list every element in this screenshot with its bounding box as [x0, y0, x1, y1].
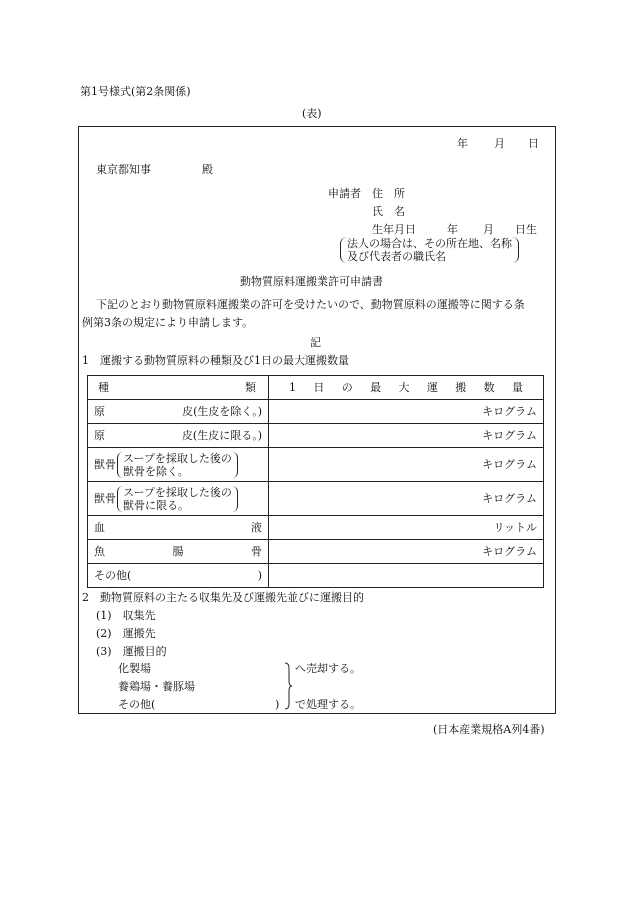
kind-cell	[88, 564, 269, 588]
kind-text: 原	[94, 429, 105, 442]
table-row	[88, 482, 544, 516]
curly-brace-icon	[283, 662, 293, 710]
unit-cell: キログラム	[269, 448, 544, 482]
addressee-honorific: 殿	[202, 163, 213, 176]
table-row	[88, 564, 544, 588]
birth-month-label: 月	[483, 223, 494, 236]
kind-text: 原	[94, 405, 105, 418]
bracket-line: スープを採取した後の	[123, 485, 232, 499]
form-number: 第1号様式(第2条関係)	[80, 85, 191, 98]
table-row	[88, 448, 544, 482]
item-destination: (2) 運搬先	[96, 627, 156, 640]
kind-text: 血	[94, 521, 105, 534]
intro-line-1: 下記のとおり動物質原料運搬業の許可を受けたいので、動物質原料の運搬等に関する条	[96, 298, 525, 311]
table-header-row	[88, 376, 544, 400]
unit-cell: キログラム	[269, 424, 544, 448]
kind-cell	[88, 424, 269, 448]
bracket-line: 獣骨に限る。	[123, 498, 189, 512]
quantity-header-char: 量	[512, 381, 523, 394]
kind-text: 皮(生皮に限る。)	[181, 429, 262, 442]
date-year-label: 年	[457, 137, 468, 150]
applicant-label: 申請者	[328, 187, 361, 200]
kind-text: 魚	[94, 545, 105, 558]
kind-prefix: 獣骨	[94, 458, 116, 471]
purpose-other-close: )	[275, 698, 280, 711]
paper-size-note: (日本産業規格A列4番)	[433, 723, 545, 736]
quantity-header-char: の	[341, 381, 353, 394]
table-row	[88, 424, 544, 448]
document-title: 動物質原料運搬業許可申請書	[240, 275, 383, 288]
quantity-header-char: 搬	[455, 381, 467, 394]
purpose-rendering-plant: 化製場	[118, 662, 151, 675]
process-at-text: で処理する。	[295, 698, 361, 711]
kind-cell	[88, 448, 269, 482]
corporation-note-line2: 及び代表者の職氏名	[347, 250, 446, 263]
kind-cell	[88, 516, 269, 540]
side-label: (表)	[302, 107, 322, 120]
quantity-table	[87, 375, 544, 588]
quantity-header-char: 数	[483, 381, 495, 394]
bracket-line: 獣骨を除く。	[123, 464, 189, 478]
applicant-birth-label: 生年月日	[372, 223, 416, 236]
item-purpose: (3) 運搬目的	[96, 645, 167, 658]
kind-text: 液	[251, 521, 262, 534]
quantity-header-char: 運	[426, 381, 438, 394]
ki-label: 記	[310, 336, 321, 349]
quantity-header-char: 大	[398, 381, 410, 394]
sell-to-text: へ売却する。	[295, 662, 361, 675]
kind-text: )	[257, 569, 262, 582]
kind-text: 腸	[172, 545, 184, 558]
kind-cell	[88, 400, 269, 424]
unit-cell: リットル	[269, 516, 544, 540]
applicant-name-label: 氏 名	[372, 205, 405, 218]
purpose-farm: 養鶏場・養豚場	[118, 680, 195, 693]
kind-bracket-note	[117, 452, 238, 478]
date-month-label: 月	[494, 137, 505, 150]
addressee-name: 東京都知事	[96, 163, 151, 176]
birth-day-label: 日生	[515, 223, 537, 236]
kind-header	[88, 376, 269, 400]
bracket-line: スープを採取した後の	[123, 451, 232, 465]
unit-cell: キログラム	[269, 482, 544, 516]
quantity-header-char: 日	[313, 381, 325, 394]
quantity-header	[269, 376, 544, 400]
kind-header-char: 種	[98, 381, 109, 394]
date-day-label: 日	[528, 137, 539, 150]
kind-text: 皮(生皮を除く。)	[182, 405, 262, 418]
quantity-header-char: 最	[370, 381, 382, 394]
kind-cell	[88, 540, 269, 564]
table-row	[88, 516, 544, 540]
unit-cell: キログラム	[269, 540, 544, 564]
corporation-note	[340, 237, 519, 263]
quantity-header-char: 1	[289, 381, 296, 394]
table-row	[88, 540, 544, 564]
kind-prefix: 獣骨	[94, 492, 116, 505]
birth-year-label: 年	[447, 223, 458, 236]
section-1-heading: 1 運搬する動物質原料の種類及び1日の最大運搬数量	[82, 354, 349, 367]
kind-bracket-note	[117, 486, 238, 512]
unit-cell	[269, 564, 544, 588]
kind-text: その他(	[94, 569, 132, 582]
kind-text: 骨	[251, 545, 262, 558]
table-row	[88, 400, 544, 424]
kind-header-char: 類	[245, 381, 256, 394]
item-collection-source: (1) 収集先	[96, 609, 156, 622]
intro-line-2: 例第3条の規定により申請します。	[82, 316, 254, 329]
section-2-heading: 2 動物質原料の主たる収集先及び運搬先並びに運搬目的	[82, 591, 364, 604]
purpose-other: その他(	[118, 698, 156, 711]
kind-cell	[88, 482, 269, 516]
corporation-note-line1: 法人の場合は、その所在地、名称	[347, 237, 512, 250]
applicant-address-label: 住 所	[372, 187, 405, 200]
unit-cell: キログラム	[269, 400, 544, 424]
